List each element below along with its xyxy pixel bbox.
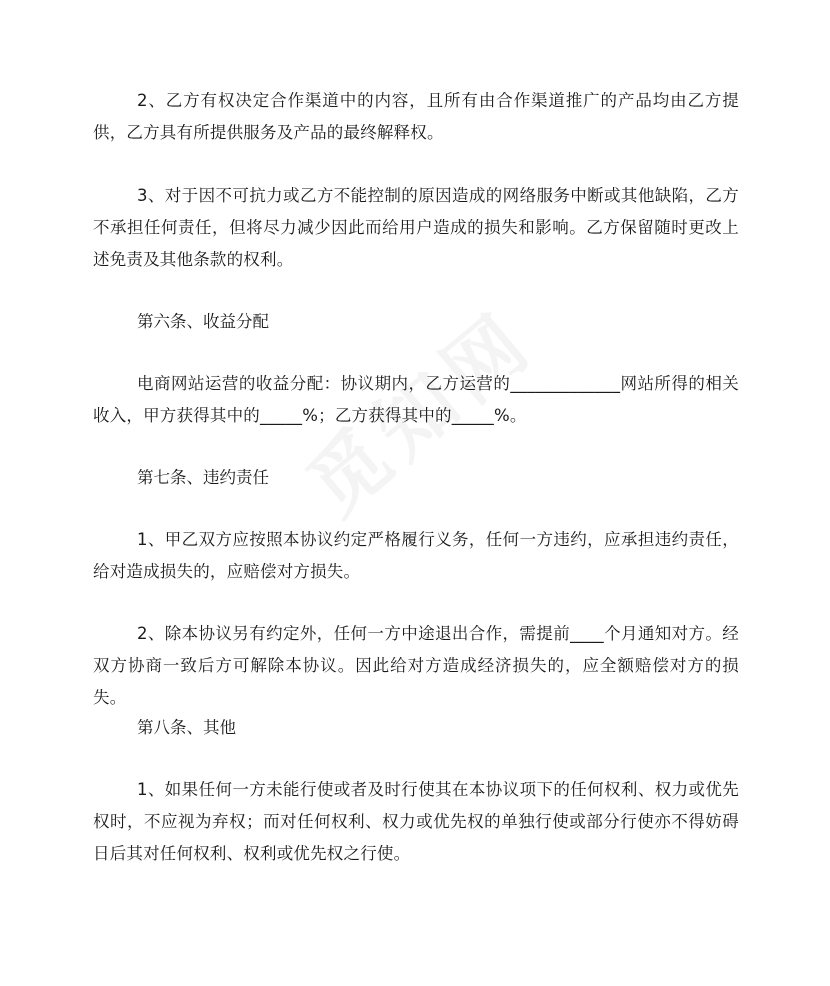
- other-clause-1-paragraph: 1、如果任何一方未能行使或者及时行使其在本协议项下的任何权利、权力或优先权时，不应视为弃权；而对任何权利、权力或优先权的单独行使或部分行使亦不得妨碍日后其对任何权利、权利或优先权之行使。: [93, 780, 739, 863]
- article-6-heading: 第六条、收益分配: [137, 312, 269, 331]
- revenue-distribution-paragraph: 电商网站运营的收益分配：协议期内，乙方运营的_____________网站所得的相关收入，甲方获得其中的_____%；乙方获得其中的_____%。: [93, 374, 739, 425]
- clause-force-majeure-paragraph: 3、对于因不可抗力或乙方不能控制的原因造成的网络服务中断或其他缺陷，乙方不承担任何责任，但将尽力减少因此而给用户造成的损失和影响。乙方保留随时更改上述免责及其他条款的权利。: [93, 186, 739, 269]
- article-8-heading: 第八条、其他: [137, 718, 236, 737]
- article-7-heading: 第七条、违约责任: [137, 468, 269, 487]
- breach-clause-2-paragraph: 2、除本协议另有约定外，任何一方中途退出合作，需提前____个月通知对方。经双方协商一致后方可解除本协议。因此给对方造成经济损失的，应全额赔偿对方的损失。: [93, 624, 739, 707]
- breach-clause-1-paragraph: 1、甲乙双方应按照本协议约定严格履行义务，任何一方违约，应承担违约责任，给对造成损失的，应赔偿对方损失。: [93, 530, 739, 581]
- clause-rights-paragraph: 2、乙方有权决定合作渠道中的内容，且所有由合作渠道推广的产品均由乙方提供，乙方具有所提供服务及产品的最终解释权。: [93, 91, 739, 142]
